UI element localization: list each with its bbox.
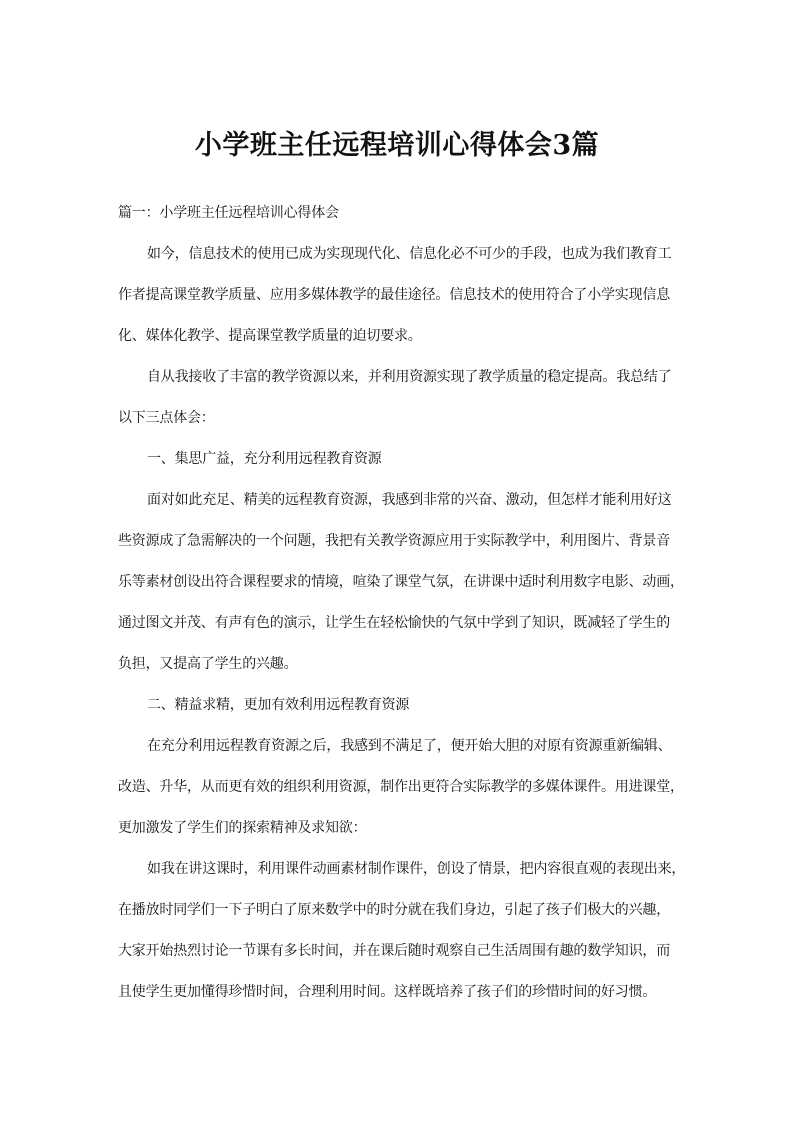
body-line: 改造、升华，从而更有效的组织利用资源，制作出更符合实际教学的多媒体课件。用进课堂， [118, 779, 684, 795]
body-line: 乐等素材创设出符合课程要求的情境，喧染了课堂气氛，在讲课中适时利用数字电影、动画， [118, 574, 684, 590]
body-line: 面对如此充足、精美的远程教育资源，我感到非常的兴奋、激动，但怎样才能利用好这 [147, 492, 672, 508]
body-line: 些资源成了急需解决的一个问题，我把有关教学资源应用于实际教学中，利用图片、背景音 [118, 533, 670, 549]
document-body [118, 199, 688, 1019]
subsection-heading: 一、集思广益，充分利用远程教育资源 [147, 451, 382, 467]
body-line: 作者提高课堂教学质量、应用多媒体教学的最佳途径。信息技术的使用符合了小学实现信息 [118, 287, 670, 303]
body-line: 在充分利用远程教育资源之后，我感到不满足了，便开始大胆的对原有资源重新编辑、 [147, 738, 672, 754]
body-line: 如我在讲这课时，利用课件动画素材制作课件，创设了情景，把内容很直观的表现出来， [147, 861, 686, 877]
subsection-heading: 二、精益求精，更加有效利用远程教育资源 [147, 697, 410, 713]
body-line: 负担，又提高了学生的兴趣。 [118, 656, 298, 672]
body-line: 在播放时同学们一下子明白了原来数学中的时分就在我们身边，引起了孩子们极大的兴趣， [118, 902, 670, 918]
body-line: 如今，信息技术的使用已成为实现现代化、信息化必不可少的手段，也成为我们教育工 [147, 246, 672, 262]
body-line: 自从我接收了丰富的教学资源以来，并利用资源实现了教学质量的稳定提高。我总结了 [147, 369, 672, 385]
body-line: 大家开始热烈讨论一节课有多长时间，并在课后随时观察自己生活周围有趣的数学知识，而 [118, 943, 670, 959]
section-heading: 篇一：小学班主任远程培训心得体会 [118, 205, 339, 221]
document-title: 小学班主任远程培训心得体会3篇 [194, 130, 600, 161]
body-line: 化、媒体化教学、提高课堂教学质量的迫切要求。 [118, 328, 422, 344]
body-line: 以下三点体会： [118, 410, 215, 426]
body-line: 更加激发了学生们的探索精神及求知欲： [118, 820, 367, 836]
body-line: 且使学生更加懂得珍惜时间，合理利用时间。这样既培养了孩子们的珍惜时间的好习惯。 [118, 984, 657, 1000]
body-line: 通过图文并茂、有声有色的演示，让学生在轻松愉快的气氛中学到了知识，既减轻了学生的 [118, 615, 670, 631]
